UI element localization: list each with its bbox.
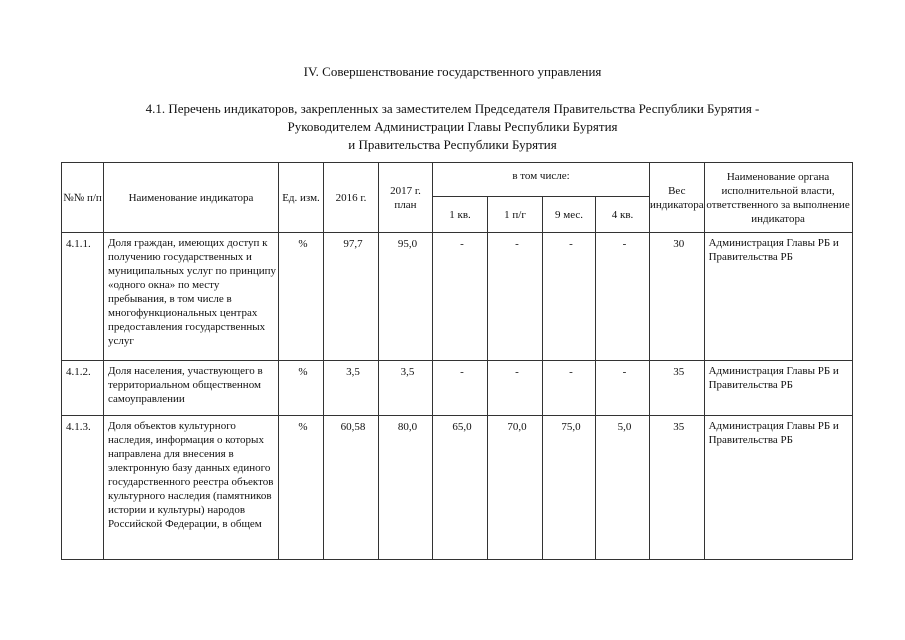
- subtitle-line-1: 4.1. Перечень индикаторов, закрепленных за заместителем Председателя Правительства Республики Бурятия -: [145, 101, 760, 116]
- subtitle-line-2: Руководителем Администрации Главы Республики Бурятия: [287, 119, 618, 134]
- weight-cell: 35: [650, 361, 705, 416]
- header-including: в том числе:: [433, 163, 650, 197]
- value-2017: 3,5: [379, 361, 433, 416]
- value-2016: 3,5: [324, 361, 379, 416]
- indicator-name: Доля населения, участвующего в территориальном общественном самоуправлении: [104, 361, 279, 416]
- organ-cell: Администрация Главы РБ и Правительства РБ: [704, 416, 852, 560]
- unit-cell: %: [279, 416, 324, 560]
- header-2016: 2016 г.: [324, 163, 379, 233]
- table-subtitle: [0, 100, 905, 154]
- value-2017: 80,0: [379, 416, 433, 560]
- table-row: [62, 416, 853, 560]
- unit-cell: %: [279, 361, 324, 416]
- indicators-table: [61, 162, 853, 560]
- indicator-name: Доля объектов культурного наследия, информация о которых направлена для внесения в электронную базу данных единого государственного реестра объектов культурного наследия (памятников истории и культуры) народов Российской Федерации, в общем: [104, 416, 279, 560]
- value-h1: -: [488, 233, 543, 361]
- table-row: [62, 361, 853, 416]
- header-weight: Вес индикатора: [650, 163, 705, 233]
- value-q4: 5,0: [596, 416, 650, 560]
- subtitle-line-3: и Правительства Республики Бурятия: [348, 137, 557, 152]
- value-9m: 75,0: [543, 416, 596, 560]
- header-q1: 1 кв.: [433, 197, 488, 233]
- table-row: [62, 233, 853, 361]
- header-2017: 2017 г. план: [379, 163, 433, 233]
- value-h1: 70,0: [488, 416, 543, 560]
- header-organ: Наименование органа исполнительной власти, ответственного за выполнение индикатора: [704, 163, 852, 233]
- value-q4: -: [596, 233, 650, 361]
- value-9m: -: [543, 233, 596, 361]
- indicator-name: Доля граждан, имеющих доступ к получению государственных и муниципальных услуг по принципу «одного окна» по месту пребывания, в том числе в многофункциональных центрах предоставления государственных услуг: [104, 233, 279, 361]
- organ-cell: Администрация Главы РБ и Правительства РБ: [704, 361, 852, 416]
- weight-cell: 35: [650, 416, 705, 560]
- header-name: Наименование индикатора: [104, 163, 279, 233]
- unit-cell: %: [279, 233, 324, 361]
- header-q4: 4 кв.: [596, 197, 650, 233]
- header-9m: 9 мес.: [543, 197, 596, 233]
- value-9m: -: [543, 361, 596, 416]
- value-q4: -: [596, 361, 650, 416]
- value-q1: -: [433, 361, 488, 416]
- row-num: 4.1.3.: [62, 416, 104, 560]
- weight-cell: 30: [650, 233, 705, 361]
- value-2017: 95,0: [379, 233, 433, 361]
- header-num: №№ п/п: [62, 163, 104, 233]
- value-q1: -: [433, 233, 488, 361]
- value-q1: 65,0: [433, 416, 488, 560]
- value-2016: 60,58: [324, 416, 379, 560]
- header-h1: 1 п/г: [488, 197, 543, 233]
- value-h1: -: [488, 361, 543, 416]
- section-title: IV. Совершенствование государственного управления: [303, 64, 602, 79]
- header-unit: Ед. изм.: [279, 163, 324, 233]
- organ-cell: Администрация Главы РБ и Правительства РБ: [704, 233, 852, 361]
- value-2016: 97,7: [324, 233, 379, 361]
- row-num: 4.1.2.: [62, 361, 104, 416]
- row-num: 4.1.1.: [62, 233, 104, 361]
